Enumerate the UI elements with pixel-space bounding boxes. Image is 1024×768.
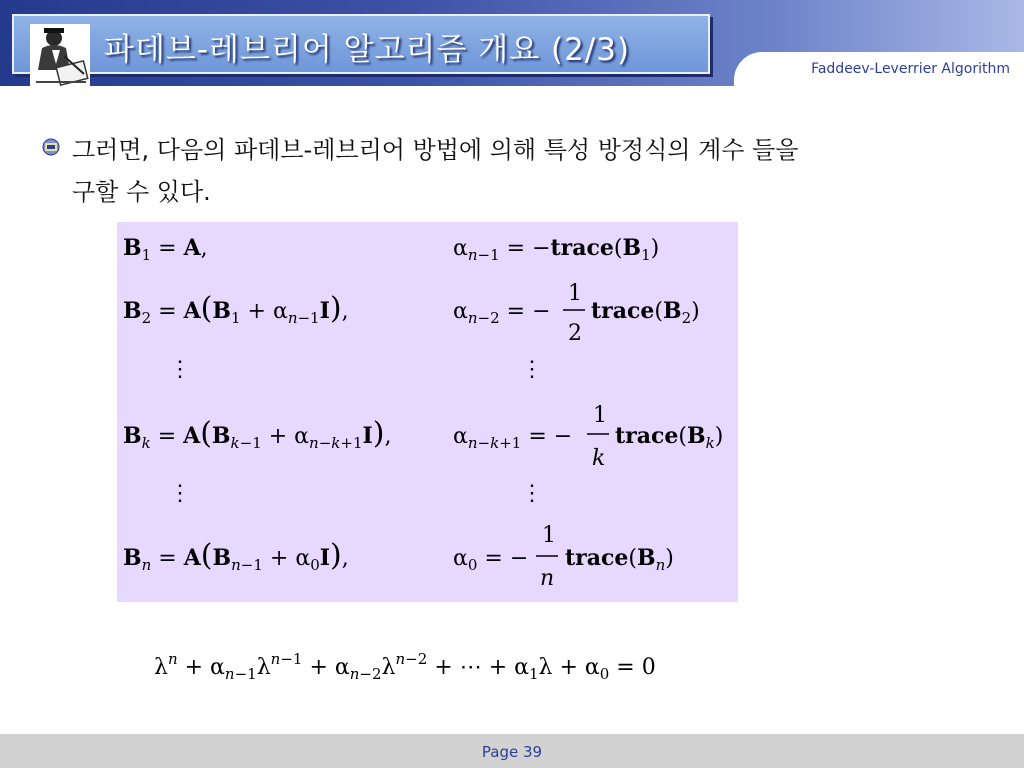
equation-box bbox=[117, 222, 738, 602]
title-box bbox=[12, 14, 710, 74]
svg-text:α0 = −: $\alpha_0$ = − bbox=[453, 546, 529, 574]
svg-text:n: n bbox=[540, 566, 555, 591]
svg-text:αn−k+1 = −: $\alpha_n-k+1$ = − bbox=[453, 424, 573, 452]
svg-text:trace(B2): $trace(B_2)$ bbox=[591, 298, 700, 327]
page-number: Page 39 bbox=[481, 743, 543, 761]
svg-text:αn−2 = −: $\alpha_n-2$ = − bbox=[453, 299, 551, 327]
slide-title: 파데브-레브리어 알고리즘 개요 (2/3) bbox=[104, 32, 631, 68]
eq-row-2 bbox=[123, 281, 700, 346]
eq-row-n bbox=[123, 523, 674, 591]
vdots-right-2: ⋮ bbox=[521, 481, 543, 506]
svg-text:1: 1 bbox=[593, 403, 607, 428]
footer-bar bbox=[0, 734, 1024, 768]
svg-text:Bn = A(Bn−1 + α0I),: $B_n = A(B_n-1 + \alpha_0I)$, bbox=[123, 538, 349, 574]
svg-text:2: 2 bbox=[568, 321, 582, 346]
eq-row-1 bbox=[123, 235, 659, 264]
vdots-left-2: ⋮ bbox=[169, 481, 191, 506]
svg-text:1: 1 bbox=[568, 281, 582, 306]
vdots-right-1: ⋮ bbox=[521, 357, 543, 382]
reading-person-icon bbox=[30, 24, 90, 90]
svg-text:αn−1 = −trace(B1): $\alpha_n-1$ = $-trace(B_1)$ bbox=[453, 235, 660, 264]
svg-text:k: k bbox=[592, 446, 606, 471]
svg-text:trace(Bk): $trace(B_k)$ bbox=[615, 423, 724, 452]
globe-bullet-icon bbox=[42, 138, 60, 156]
equations-figure bbox=[117, 222, 738, 602]
svg-text:1: 1 bbox=[542, 523, 556, 548]
body-text-line1: 그러면, 다음의 파데브-레브리어 방법에 의해 특성 방정식의 계수 들을 bbox=[72, 136, 799, 164]
body-text-line2: 구할 수 있다. bbox=[72, 178, 211, 206]
eq-row-k bbox=[123, 403, 723, 471]
svg-text:Bk = A(Bk−1 + αn−k+1I),: $B_k = A(B_k-1 + \alpha_n-k+1I)$, bbox=[123, 416, 392, 452]
svg-text:B2 = A(B1 + αn−1I),: $B_2 = A(B_1 + \alpha_n-1I)$, bbox=[123, 291, 349, 327]
svg-text:λn + αn−1λn−1 + αn−2λn−2 + ⋯ +: $\lambda^n + \alpha_n-1\lambda^n-1 + \alpha_n-2\lambda^n-2$ + ⋯ + $\alpha_1\lambda + \alpha_0 = 0$ bbox=[154, 650, 656, 683]
subtitle-tab bbox=[734, 52, 1024, 86]
svg-text:B1 = A,: $B_1 = A$, bbox=[123, 235, 208, 264]
svg-text:trace(Bn): $trace(B_n)$ bbox=[565, 545, 674, 574]
characteristic-equation bbox=[150, 640, 690, 690]
vdots-left-1: ⋮ bbox=[169, 357, 191, 382]
subtitle-text: Faddeev-Leverrier Algorithm bbox=[811, 61, 1010, 77]
